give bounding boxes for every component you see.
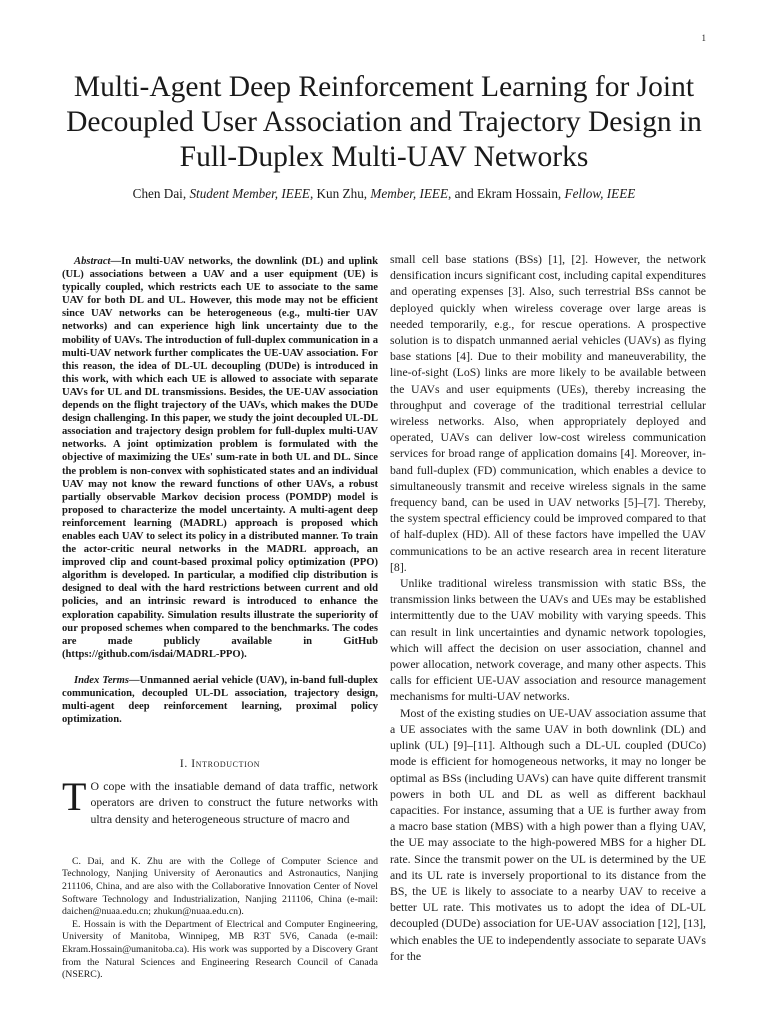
author-line [40, 186, 728, 202]
footnote-affiliation: E. Hossain is with the Department of Electrical and Computer Engineering, University of Manitoba, Winnipeg, MB R3T 5V6, Canada (e-mail: Ekram.Hossain@umanitoba.ca). His work was supported by a Discovery Grant from the Natural Sciences and Engineering Research Council of Canada (NSERC). [62, 918, 378, 981]
author-name: Chen Dai, [132, 186, 190, 201]
section-heading [62, 758, 378, 770]
footnotes [62, 856, 378, 982]
abstract [62, 255, 378, 661]
body-paragraph: Most of the existing studies on UE-UAV association assume that a UE associates with the same UAV in both downlink (DL) and uplink (UL) [9]–[11]. Although such a DL-UL coupled (DUCo) mode is efficient for homogeneous networks, it may no longer be optimal as BSs (including UAVs) can have quite different transmit powers in both UL and DL as well as different backhaul capacities. For instance, assuming that a UE is further away from a macro base station (MBS) with a high power than a flying UAV, the UE may associate to the high-powered MBS for a higher DL rate. Since the transmit power on the UL is determined by the UE and its UL rate is inversely proportional to its distance from the BS, the UE is likely to associate to a nearby UAV to receive a better UL rate. This motivates us to adopt the idea of DL-UL decoupled (DUDe) association for UE-UAV association [12], [13], which enables the UE to independently associate to separate UAVs for the [390, 705, 706, 963]
author-membership: Fellow, IEEE [564, 186, 636, 201]
page-number: 1 [701, 33, 706, 43]
right-column [390, 251, 706, 964]
drop-cap: T [62, 774, 87, 820]
author-separator: , and [448, 186, 477, 201]
author-membership: Member, IEEE [370, 186, 449, 201]
intro-text: O cope with the insatiable demand of data traffic, network operators are driven to construct the future networks with ultra density and heterogeneous structure of macro and [90, 779, 378, 826]
left-column [62, 255, 378, 982]
body-paragraph: small cell base stations (BSs) [1], [2]. However, the network densification incurs significant cost, including capital expenditures and operating expenses [3]. Also, such terrestrial BSs cannot be deployed quickly when wireless coverage over large areas is needed temporarily, e.g., for rescue operations. A prospective solution is to dispatch unmanned aerial vehicles (UAVs) as flying base stations [4]. Due to their mobility and maneuverability, the line-of-sight (LoS) links are more likely to be available between the UAVs and user equipments (UEs), thereby increasing the throughput and coverage of the traditional terrestrial cellular wireless networks. Also, when appropriately deployed and operated, UAVs can deliver low-cost wireless communication services for broad range of application domains [4]. Moreover, in-band full-duplex (FD) communication, which enables a device to simultaneously transmit and receive wireless signals in the same frequency band, can be used in UAV networks [5]–[7]. Thereby, the system spectral efficiency could be improved compared to that of half-duplex (HD). All of these factors have impelled the UAV communications to be an active research area in recent literature [8]. [390, 252, 706, 574]
paper-title: Multi-Agent Deep Reinforcement Learning for Joint Decoupled User Association and Trajectory Design in Full-Duplex Multi-UAV Networks [66, 71, 702, 173]
index-terms-label: Index Terms [74, 674, 130, 686]
section-title: Introduction [191, 758, 261, 771]
author-membership: Student Member, IEEE [189, 186, 310, 201]
author-name: Ekram Hossain, [476, 186, 565, 201]
body-paragraph: Unlike traditional wireless transmission with static BSs, the transmission links between the UAVs and UEs may be established intermittently due to the UAV mobility with varying speeds. This can result in link uncertainties and dynamic network topologies, which will affect the decision on user association, channel and power allocation, network coverage, and many other aspects. This calls for efficient UE-UAV association and resource management mechanisms for multi-UAV networks. [390, 576, 706, 704]
author-name: Kun Zhu, [316, 186, 371, 201]
intro-paragraph [62, 774, 378, 827]
section-number: I. [179, 758, 188, 771]
abstract-label: Abstract [74, 256, 111, 267]
index-terms-text: —Unmanned aerial vehicle (UAV), in-band full-duplex communication, decoupled UL-DL association, trajectory design, multi-agent deep reinforcement learning, proximal policy optimization. [62, 674, 378, 726]
abstract-text: —In multi-UAV networks, the downlink (DL) and uplink (UL) associations between a UAV and a user equipment (UE) is typically coupled, which restricts each UE to associate to the same UAV for both DL and UL. However, this mode may not be efficient since UAV networks can be heterogeneous (e.g., multi-tier UAV networks) and can experience high link uncertainty due to the mobility of UAVs. The introduction of full-duplex communication in a multi-UAV network further complicates the UE-UAV association. For this reason, the idea of DL-UL decoupling (DUDe) is introduced in this work, with which each UE is allowed to associate with separate UAVs for UL and DL transmissions. Besides, the UE-UAV association depends on the flight trajectory of the UAVs, which makes the DUDe design challenging. In this paper, we study the joint decoupled UL-DL association and trajectory design problem for full-duplex multi-UAV networks. A joint optimization problem is formulated with the objective of maximizing the UEs' sum-rate in both UL and DL. Since the problem is non-convex with sophisticated states and an individual UAV may not know the reward functions of other UAVs, a robust partially observable Markov decision process (POMDP) model is proposed to characterize the model uncertainty. A multi-agent deep reinforcement learning (MADRL) approach is proposed which enables each UAV to select its policy in a distributed manner. To train the actor-critic neural networks in the MADRL approach, an improved clip and count-based proximal policy optimization (PPO) algorithm is developed. In particular, a modified clip distribution is designed to deal with the hard restrictions between current and old policies, and an intrinsic reward is introduced to enhance the exploration capability. Simulation results illustrate the superiority of our proposed schemes when compared to the benchmarks. The codes are made publicly available in GitHub (https://github.com/isdai/MADRL-PPO). [62, 256, 378, 660]
footnote-affiliation: C. Dai, and K. Zhu are with the College of Computer Science and Technology, Nanjing University of Aeronautics and Astronautics, Nanjing 211106, China, and are also with the Collaborative Innovation Center of Novel Software Technology and Industrialization, Nanjing 211106, China (e-mail: daichen@nuaa.edu.cn; zhukun@nuaa.edu.cn). [62, 855, 378, 918]
index-terms [62, 674, 378, 726]
author-separator: , [309, 186, 317, 201]
